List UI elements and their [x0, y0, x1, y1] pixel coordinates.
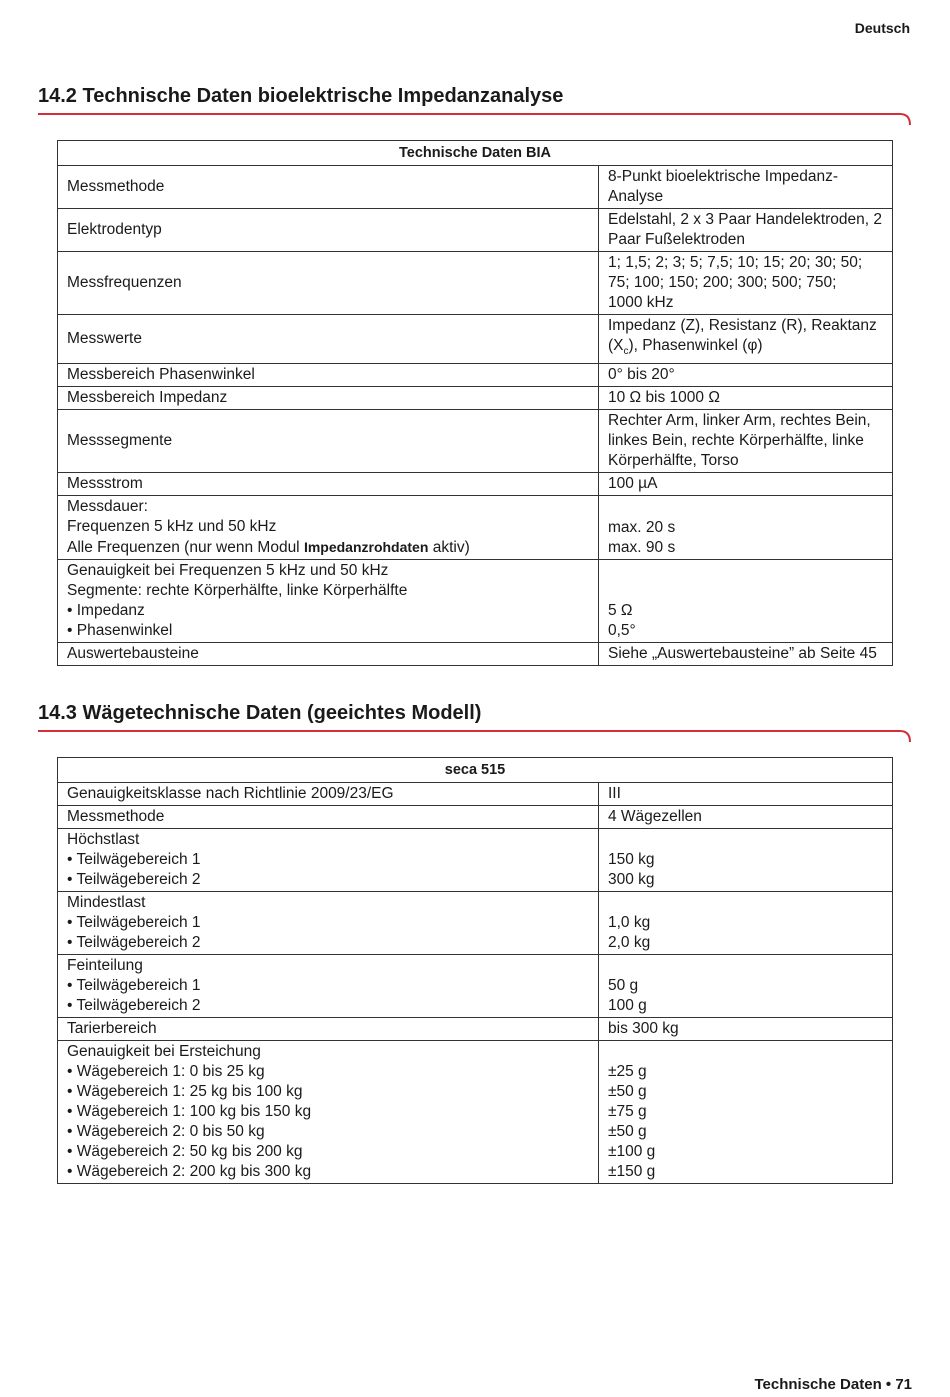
table-row	[58, 410, 893, 473]
value-line: ±100 g	[608, 1143, 656, 1160]
value-line: Impedanz (Z), Resistanz (R), Reaktanz	[608, 317, 877, 334]
module-name: Impedanzrohdaten	[303, 539, 429, 556]
row-label-cell	[58, 829, 599, 892]
label-line: Genauigkeitsklasse nach Richtlinie 2009/23/EG	[67, 785, 394, 802]
row-label-cell	[58, 1041, 599, 1184]
value-line: Paar Fußelektroden	[608, 231, 745, 248]
label-line: Messmethode	[67, 178, 165, 195]
value-line: 0,5°	[608, 622, 636, 640]
label-line: Mindestlast	[67, 894, 146, 911]
bia-spec-table	[57, 140, 893, 666]
red-divider-line	[38, 729, 912, 743]
label-line: • Wägebereich 1: 100 kg bis 150 kg	[67, 1103, 312, 1120]
row-label-cell	[58, 252, 599, 315]
label-line: • Impedanz	[67, 602, 145, 620]
subscript-c: c	[623, 346, 629, 358]
row-label-cell	[58, 1018, 599, 1041]
label-line: Messbereich Impedanz	[67, 389, 228, 407]
value-line: 1; 1,5; 2; 3; 5; 7,5; 10; 15; 20; 30; 50;	[608, 254, 863, 271]
table-header: seca 515	[58, 758, 893, 783]
value-line: ±50 g	[608, 1123, 647, 1140]
label-line: Frequenzen 5 kHz und 50 kHz	[67, 518, 277, 536]
value-line	[608, 561, 883, 581]
table-row	[58, 643, 893, 666]
table-row	[58, 1018, 893, 1041]
value-line	[608, 1042, 883, 1062]
value-line: ±25 g	[608, 1063, 647, 1080]
row-value-cell	[599, 806, 893, 829]
value-line: 300 kg	[608, 871, 655, 888]
row-label-cell	[58, 315, 599, 364]
row-label-cell	[58, 806, 599, 829]
label-line: • Wägebereich 1: 25 kg bis 100 kg	[67, 1083, 303, 1100]
label-line: Tarierbereich	[67, 1020, 157, 1037]
row-value-cell	[599, 252, 893, 315]
table-row	[58, 209, 893, 252]
row-value-cell	[599, 496, 893, 560]
row-label-cell	[58, 364, 599, 387]
row-value-cell	[599, 410, 893, 473]
value-line: 100 g	[608, 997, 647, 1014]
value-line: ±75 g	[608, 1103, 647, 1120]
row-value-cell	[599, 1041, 893, 1184]
label-line: Messstrom	[67, 475, 143, 493]
label-line: Messdauer:	[67, 498, 148, 516]
table-row	[58, 364, 893, 387]
row-value-cell	[599, 955, 893, 1018]
row-value-cell	[599, 387, 893, 410]
value-line: Rechter Arm, linker Arm, rechtes Bein,	[608, 412, 871, 430]
language-label: Deutsch	[854, 20, 910, 36]
row-value-cell	[599, 166, 893, 209]
value-line: 1000 kHz	[608, 294, 674, 311]
label-line: Auswertebausteine	[67, 645, 199, 663]
row-value-cell	[599, 315, 893, 364]
label-line: • Teilwägebereich 1	[67, 977, 201, 994]
label-line: • Phasenwinkel	[67, 622, 173, 640]
table-row	[58, 473, 893, 496]
row-value-cell	[599, 364, 893, 387]
row-value-cell	[599, 829, 893, 892]
row-value-cell	[599, 560, 893, 643]
row-value-cell	[599, 892, 893, 955]
label-line: • Teilwägebereich 2	[67, 997, 201, 1014]
value-line: 150 kg	[608, 851, 655, 868]
label-line: • Wägebereich 2: 0 bis 50 kg	[67, 1123, 265, 1140]
section-title-bia: 14.2 Technische Daten bioelektrische Impedanzanalyse	[38, 85, 564, 107]
page-footer: Technische Daten • 71	[754, 1376, 912, 1393]
scale-spec-table	[57, 757, 893, 1184]
value-line: ±50 g	[608, 1083, 647, 1100]
table-row	[58, 496, 893, 560]
value-line	[608, 956, 883, 976]
row-label-cell	[58, 496, 599, 560]
row-label-cell	[58, 473, 599, 496]
label-line: Messbereich Phasenwinkel	[67, 366, 255, 384]
value-line: bis 300 kg	[608, 1020, 679, 1037]
label-line: • Wägebereich 1: 0 bis 25 kg	[67, 1063, 265, 1080]
value-line: max. 20 s	[608, 518, 676, 536]
label-line: Messmethode	[67, 808, 165, 825]
value-line: 75; 100; 150; 200; 300; 500; 750;	[608, 274, 837, 291]
table-row	[58, 829, 893, 892]
table-row	[58, 806, 893, 829]
value-line: linkes Bein, rechte Körperhälfte, linke	[608, 432, 864, 450]
label-line: • Teilwägebereich 1	[67, 914, 201, 931]
value-line: 0° bis 20°	[608, 366, 675, 384]
label-line: Genauigkeit bei Frequenzen 5 kHz und 50 kHz	[67, 562, 389, 580]
value-line: ±150 g	[608, 1163, 656, 1180]
table-row	[58, 955, 893, 1018]
label-line: • Teilwägebereich 1	[67, 851, 201, 868]
value-line	[608, 498, 883, 518]
row-value-cell	[599, 643, 893, 666]
value-line	[608, 336, 883, 362]
table-row	[58, 783, 893, 806]
value-line: Siehe „Auswertebausteine” ab Seite 45	[608, 645, 877, 663]
value-line: 8-Punkt bioelektrische Impedanz-	[608, 168, 839, 185]
table-header: Technische Daten BIA	[58, 141, 893, 166]
value-line	[608, 830, 883, 850]
table-row	[58, 892, 893, 955]
table-row	[58, 166, 893, 209]
row-label-cell	[58, 209, 599, 252]
table-row	[58, 252, 893, 315]
label-line: Feinteilung	[67, 957, 143, 974]
value-line: 10 Ω bis 1000 Ω	[608, 389, 720, 407]
value-line: Edelstahl, 2 x 3 Paar Handelektroden, 2	[608, 211, 883, 228]
section-title-scale: 14.3 Wägetechnische Daten (geeichtes Modell)	[38, 702, 482, 724]
row-label-cell	[58, 643, 599, 666]
label-line: • Wägebereich 2: 200 kg bis 300 kg	[67, 1163, 312, 1180]
label-line: Höchstlast	[67, 831, 140, 848]
value-text: ), Phasenwinkel (φ)	[628, 337, 763, 354]
row-label-cell	[58, 560, 599, 643]
row-label-cell	[58, 783, 599, 806]
value-line: 1,0 kg	[608, 914, 651, 931]
label-line	[67, 537, 589, 558]
row-value-cell	[599, 473, 893, 496]
value-line: 100 µA	[608, 475, 658, 493]
label-line: Genauigkeit bei Ersteichung	[67, 1043, 261, 1060]
value-line: Analyse	[608, 188, 664, 205]
row-label-cell	[58, 410, 599, 473]
value-text: (X	[608, 337, 624, 354]
value-line	[608, 893, 883, 913]
label-line: Messfrequenzen	[67, 274, 182, 291]
row-value-cell	[599, 1018, 893, 1041]
value-line: III	[608, 785, 621, 802]
value-line: 2,0 kg	[608, 934, 651, 951]
label-line: • Wägebereich 2: 50 kg bis 200 kg	[67, 1143, 303, 1160]
row-label-cell	[58, 387, 599, 410]
label-line: Elektrodentyp	[67, 221, 162, 238]
value-line: 5 Ω	[608, 602, 633, 620]
value-line: Körperhälfte, Torso	[608, 452, 739, 470]
label-line: • Teilwägebereich 2	[67, 934, 201, 951]
label-line: Messsegmente	[67, 432, 173, 450]
label-line: Segmente: rechte Körperhälfte, linke Körperhälfte	[67, 582, 408, 600]
table-row	[58, 315, 893, 364]
row-label-cell	[58, 892, 599, 955]
table-row	[58, 387, 893, 410]
table-row	[58, 560, 893, 643]
label-line: • Teilwägebereich 2	[67, 871, 201, 888]
row-label-cell	[58, 166, 599, 209]
row-value-cell	[599, 209, 893, 252]
label-text: aktiv)	[428, 539, 470, 557]
red-divider-line	[38, 112, 912, 126]
value-line	[608, 581, 883, 601]
table-row	[58, 1041, 893, 1184]
value-line: max. 90 s	[608, 538, 676, 556]
value-line: 4 Wägezellen	[608, 808, 702, 825]
row-label-cell	[58, 955, 599, 1018]
label-line: Messwerte	[67, 330, 142, 348]
row-value-cell	[599, 783, 893, 806]
label-text: Alle Frequenzen (nur wenn Modul	[67, 539, 304, 557]
value-line: 50 g	[608, 977, 639, 994]
